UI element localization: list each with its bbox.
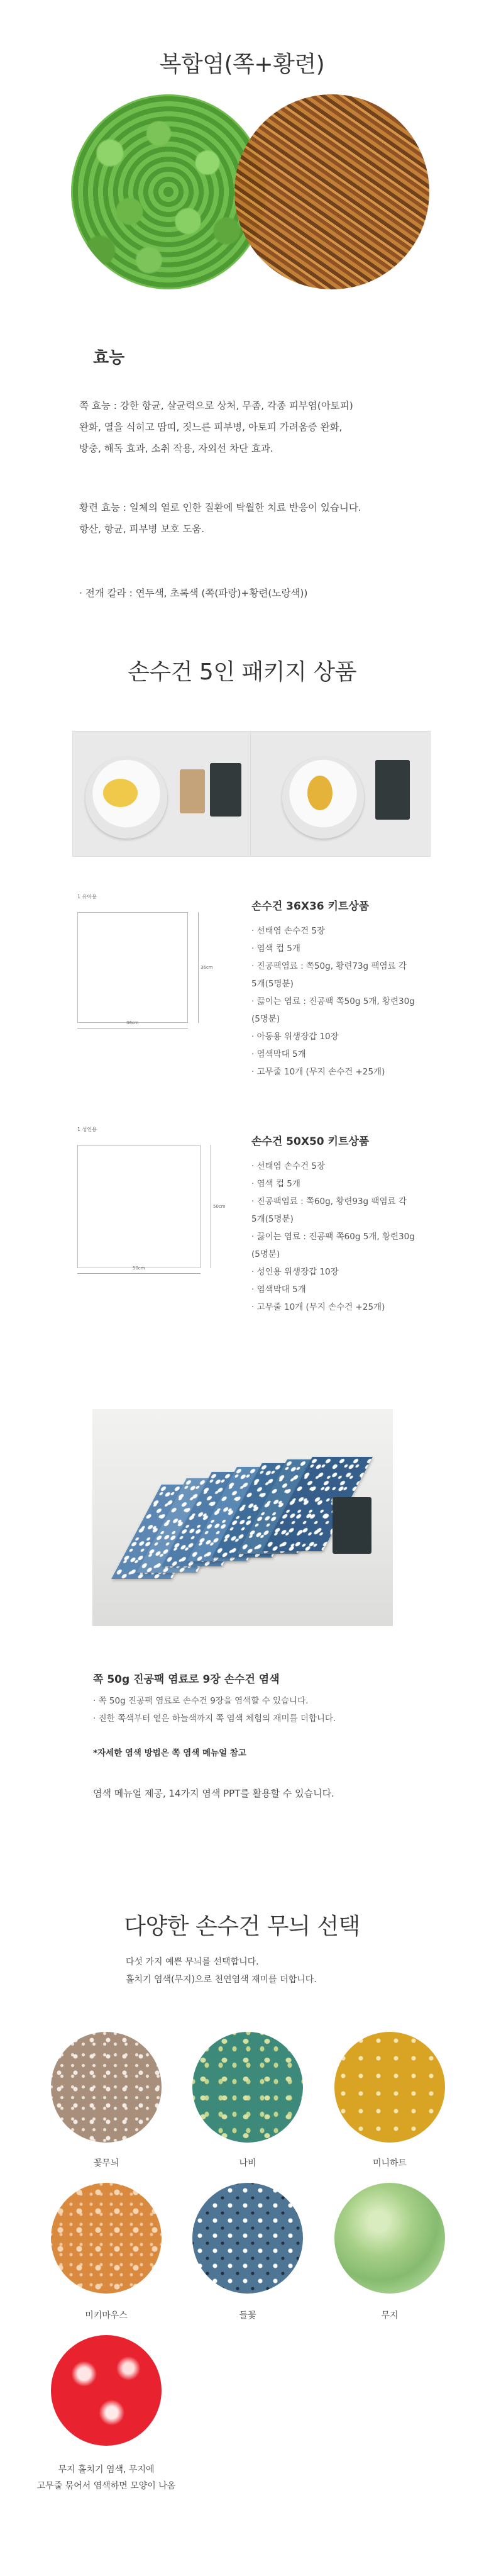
hwangryeon-herb-image bbox=[234, 94, 429, 289]
dye-stick bbox=[307, 776, 333, 810]
jjok-line: 방충, 해독 효과, 소취 작용, 자외선 차단 효과. bbox=[79, 443, 273, 454]
pattern-plain-swatch[interactable] bbox=[334, 2183, 445, 2294]
dyed-hankies-photo bbox=[92, 1409, 393, 1626]
dim-width: 50cm bbox=[133, 1266, 145, 1271]
pattern-label: 미키마우스 bbox=[85, 2311, 128, 2321]
dye-line: · 쪽 50g 진공팩 염료로 손수건 9장을 염색할 수 있습니다. bbox=[93, 1696, 309, 1706]
kit-item: 5개(5명분) bbox=[251, 979, 294, 989]
kit-item: (5명분) bbox=[251, 1249, 280, 1259]
hwangryeon-effect-text bbox=[79, 497, 361, 540]
dim-height: 36cm bbox=[201, 965, 213, 970]
tie-dye-caption bbox=[12, 2462, 201, 2494]
hwang-line: 황련 효능 : 일체의 열로 인한 질환에 탁월한 치료 반응이 있습니다. bbox=[79, 502, 361, 513]
dim-line-horizontal bbox=[77, 1273, 201, 1274]
caption-line: 고무줄 묶어서 염색하면 모양이 나옴 bbox=[36, 2481, 176, 2491]
jjok-line: 완화, 열을 식히고 땀띠, 짓느른 피부병, 아토피 가려움증 완화, bbox=[79, 421, 343, 433]
dye-line: · 진한 쪽색부터 옅은 하늘색까지 쪽 염색 체험의 재미를 더합니다. bbox=[93, 1714, 336, 1724]
page-title: 복합염(쪽+황련) bbox=[159, 52, 325, 77]
kit2-diagram bbox=[66, 1126, 255, 1271]
intro-line: 홀치기 염색(무지)으로 천연염색 재미를 더합니다. bbox=[126, 1975, 317, 1985]
kit-item: · 염색막대 5개 bbox=[251, 1049, 306, 1059]
dye-pouch bbox=[180, 769, 205, 813]
effect-heading: 효능 bbox=[93, 348, 125, 367]
kit-photo-1 bbox=[72, 731, 253, 857]
hanky-outline bbox=[77, 1145, 201, 1268]
kit2-title: 손수건 50X50 키트상품 bbox=[251, 1135, 370, 1148]
kit1-tag: 1 유아용 bbox=[77, 894, 97, 900]
pattern-mickey-swatch[interactable] bbox=[51, 2183, 162, 2294]
vacuum-pack bbox=[333, 1497, 371, 1554]
kit-item: · 선태염 손수건 5장 bbox=[251, 926, 326, 936]
kit-item: · 끓이는 염료 : 진공팩 쪽60g 5개, 황련30g bbox=[251, 1232, 415, 1242]
kit-item: · 고무줄 10개 (무지 손수건 +25개) bbox=[251, 1067, 385, 1077]
hwang-line: 항산, 항균, 피부병 보호 도움. bbox=[79, 523, 205, 535]
hanky-outline bbox=[77, 912, 188, 1023]
kit-item: (5명분) bbox=[251, 1014, 280, 1024]
kit-item: · 끓이는 염료 : 진공팩 쪽50g 5개, 황련30g bbox=[251, 996, 415, 1006]
caption-line: 무지 홀치기 염색, 무지에 bbox=[58, 2465, 155, 2475]
jjok-effect-text bbox=[79, 395, 353, 459]
kit-item: · 진공팩염료 : 쪽60g, 황련93g 팩염료 각 bbox=[251, 1196, 407, 1207]
intro-line: 다섯 가지 예쁜 무늬를 선택합니다. bbox=[126, 1957, 259, 1967]
patterns-title: 다양한 손수건 무늬 선택 bbox=[124, 1914, 360, 1939]
dim-height: 50cm bbox=[213, 1204, 226, 1209]
kit-item: · 선태염 손수건 5장 bbox=[251, 1161, 326, 1171]
kit-item: 5개(5명분) bbox=[251, 1214, 294, 1224]
kit1-diagram bbox=[66, 893, 255, 1032]
kit-photo-2 bbox=[250, 731, 431, 857]
kit-item: · 염색 컵 5개 bbox=[251, 944, 300, 954]
kit-item: · 진공팩염료 : 쪽50g, 황련73g 팩염료 각 bbox=[251, 961, 407, 971]
kit1-items bbox=[251, 922, 415, 1081]
manual-line: 염색 메뉴얼 제공, 14가지 염색 PPT를 활용할 수 있습니다. bbox=[93, 1788, 334, 1799]
dim-width: 36cm bbox=[126, 1020, 139, 1025]
kit-item: · 성인용 위생장갑 10장 bbox=[251, 1267, 339, 1277]
pattern-butterfly-swatch[interactable] bbox=[192, 2032, 303, 2143]
kit-item: · 염색막대 5개 bbox=[251, 1285, 306, 1295]
package-title: 손수건 5인 패키지 상품 bbox=[128, 659, 356, 685]
kit-item: · 염색 컵 5개 bbox=[251, 1179, 300, 1189]
kit-item: · 아동용 위생장갑 10장 bbox=[251, 1032, 339, 1042]
pattern-tie-dye-swatch[interactable] bbox=[51, 2335, 162, 2446]
dye-heading: 쪽 50g 진공팩 염료로 9장 손수건 염색 bbox=[93, 1673, 280, 1686]
kit1-title: 손수건 36X36 키트상품 bbox=[251, 900, 370, 913]
pattern-flower-swatch[interactable] bbox=[51, 2032, 162, 2143]
dim-line-vertical bbox=[198, 912, 199, 1023]
pattern-label: 미니하트 bbox=[372, 2158, 407, 2168]
dye-packet bbox=[103, 779, 138, 807]
jjok-line: 쪽 효능 : 강한 항균, 살균력으로 상처, 무좀, 각종 피부염(아토피) bbox=[79, 400, 353, 411]
pattern-label: 나비 bbox=[239, 2158, 256, 2168]
pattern-mini-heart-swatch[interactable] bbox=[334, 2032, 445, 2143]
pattern-label: 무지 bbox=[381, 2311, 399, 2321]
dim-line-horizontal bbox=[77, 1028, 188, 1029]
vacuum-pack bbox=[375, 760, 410, 820]
patterns-intro bbox=[126, 1953, 317, 1988]
kit2-items bbox=[251, 1157, 415, 1316]
pattern-label: 꽃무늬 bbox=[93, 2158, 119, 2168]
dye-lines bbox=[93, 1692, 336, 1727]
kit-item: · 고무줄 10개 (무지 손수건 +25개) bbox=[251, 1302, 385, 1312]
manual-note: *자세한 염색 방법은 쪽 염색 메뉴얼 참고 bbox=[93, 1748, 246, 1758]
kit2-tag: 1 성인용 bbox=[77, 1127, 97, 1132]
color-line: · 전개 칼라 : 연두색, 초록색 (쪽(파랑)+황련(노랑색)) bbox=[79, 588, 308, 599]
pattern-wildflower-swatch[interactable] bbox=[192, 2183, 303, 2294]
pattern-label: 들꽃 bbox=[239, 2311, 256, 2321]
vacuum-pack bbox=[210, 763, 241, 817]
